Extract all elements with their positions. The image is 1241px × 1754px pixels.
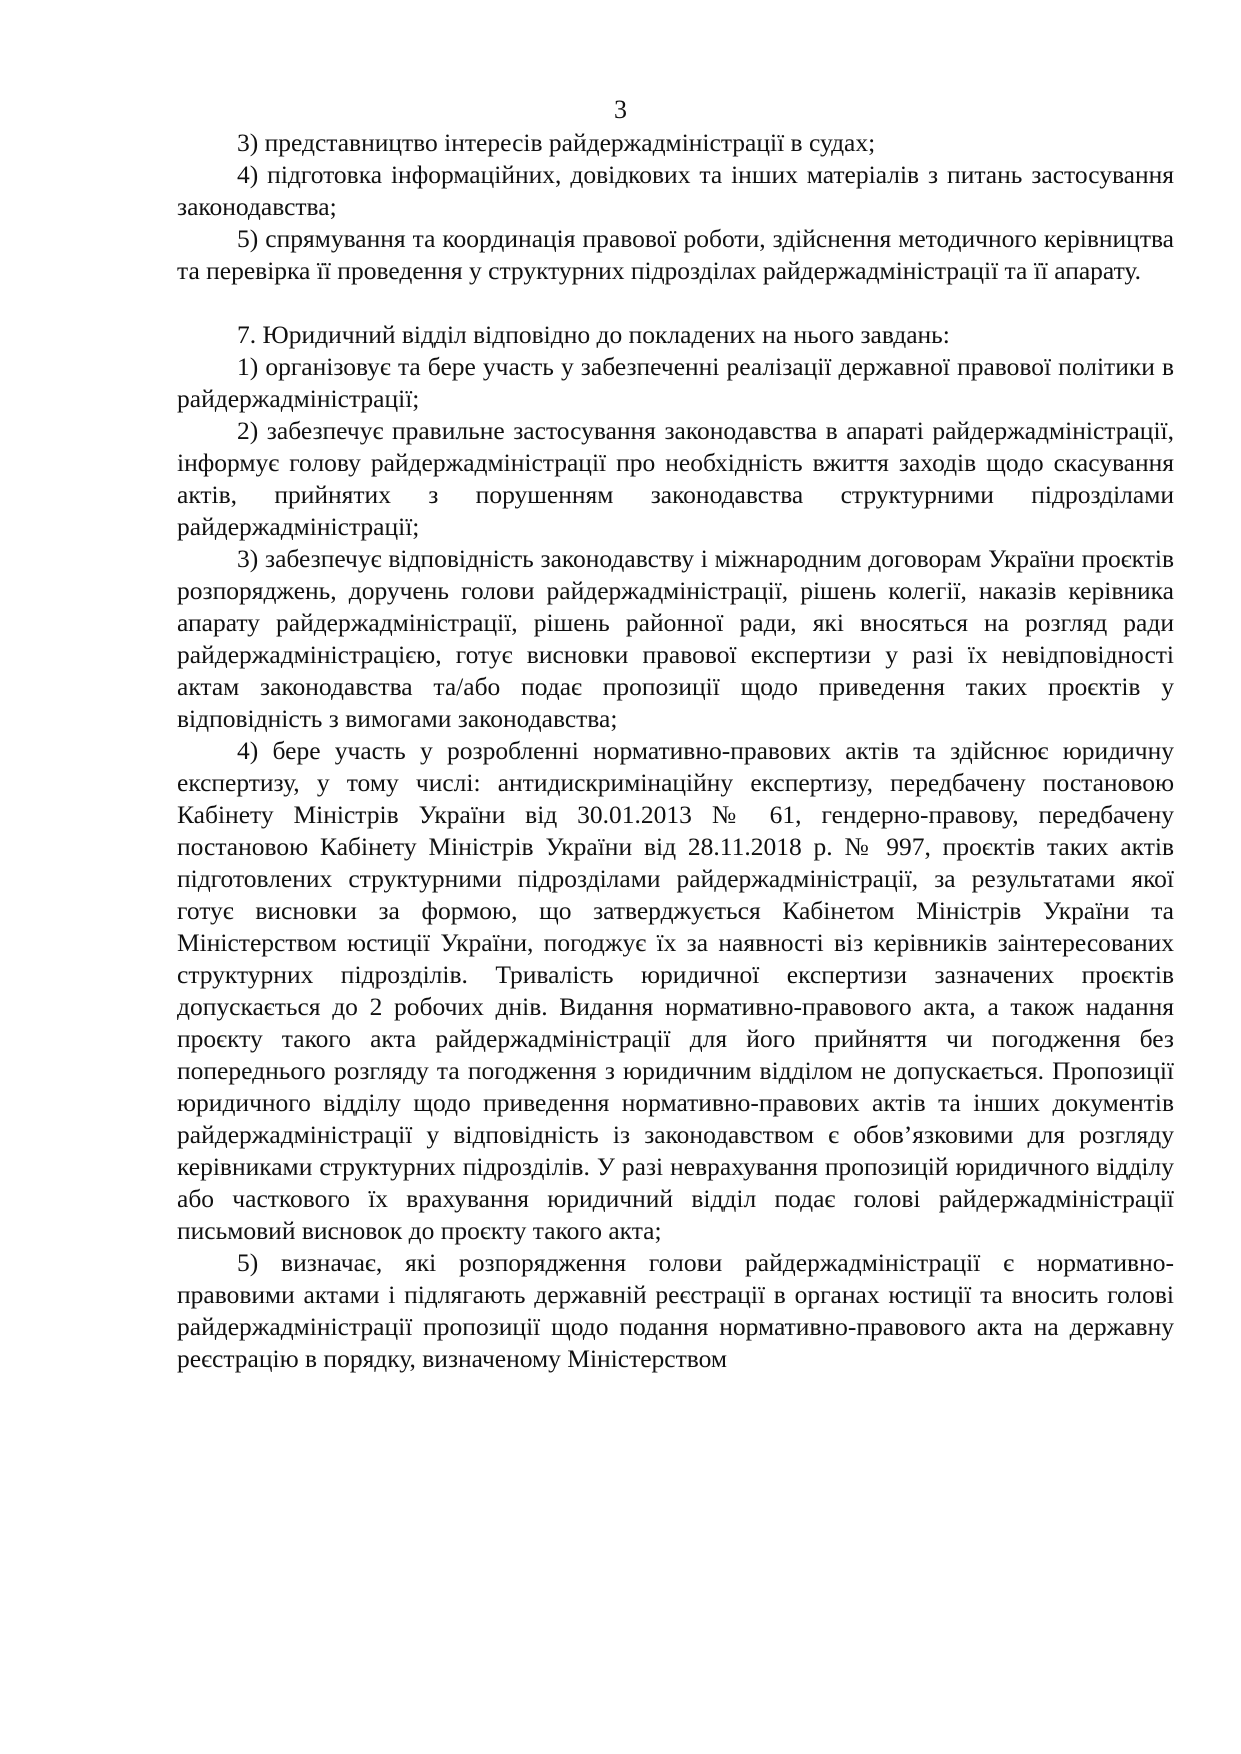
paragraph-spacer	[177, 287, 1174, 319]
clause-7-intro: 7. Юридичний відділ відповідно до покладених на нього завдань:	[237, 320, 950, 349]
paragraph-item-5: 5) спрямування та координація правової роботи, здійснення методичного керівництва та перевірка її проведення у структурних підрозділах райдержадміністрації та її апарату.	[177, 224, 1174, 285]
paragraph-item-3: 3) представництво інтересів райдержадміністрації в судах;	[237, 128, 876, 157]
clause-7-item-4: 4) бере участь у розробленні нормативно-правових актів та здійснює юридичну експертизу, у тому числі: антидискримінаційну експертизу, передбачену постановою Кабінету Міністрів України від 30.01.2013 № 61, гендерно-правову, передбачену постановою Кабінету Міністрів України від 28.11.2018 р. № 997, проєктів таких актів підготовлених структурними підрозділами райдержадміністрації, за результатами якої готує висновки за формою, що затверджується Кабінетом Міністрів України та Міністерством юстиції України, погоджує їх за наявності віз керівників заінтересованих структурних підрозділів. Тривалість юридичної експертизи зазначених проєктів допускається до 2 робочих днів. Видання нормативно-правового акта, а також надання проєкту такого акта райдержадміністрації для його прийняття чи погодження без попереднього розгляду та погодження з юридичним відділом не допускається. Пропозиції юридичного відділу щодо приведення нормативно-правових актів та інших документів райдержадміністрації у відповідність із законодавством є обов’язковими для розгляду керівниками структурних підрозділів. У разі неврахування пропозицій юридичного відділу або часткового їх врахування юридичний відділ подає голові райдержадміністрації письмовий висновок до проєкту такого акта;	[177, 736, 1174, 1245]
clause-7-item-1: 1) організовує та бере участь у забезпеченні реалізації державної правової політики в райдержадміністрації;	[177, 352, 1174, 413]
document-body	[177, 127, 1174, 1375]
clause-7-item-5: 5) визначає, які розпорядження голови райдержадміністрації є нормативно-правовими актами і підлягають державній реєстрації в органах юстиції та вносить голові райдержадміністрації пропозиції щодо подання нормативно-правового акта на державну реєстрацію в порядку, визначеному Міністерством	[177, 1248, 1174, 1373]
page-number: 3	[614, 95, 627, 124]
clause-7-item-3: 3) забезпечує відповідність законодавству і міжнародним договорам України проєктів розпоряджень, доручень голови райдержадміністрації, рішень колегії, наказів керівника апарату райдержадміністрації, рішень районної ради, які вносяться на розгляд ради райдержадміністрацією, готує висновки правової експертизи у разі їх невідповідності актам законодавства та/або подає пропозиції щодо приведення таких проєктів у відповідність з вимогами законодавства;	[177, 544, 1174, 733]
clause-7-item-2: 2) забезпечує правильне застосування законодавства в апараті райдержадміністрації, інформує голову райдержадміністрації про необхідність вжиття заходів щодо скасування актів, прийнятих з порушенням законодавства структурними підрозділами райдержадміністрації;	[177, 416, 1174, 541]
paragraph-item-4: 4) підготовка інформаційних, довідкових та інших матеріалів з питань застосування законодавства;	[177, 160, 1174, 221]
